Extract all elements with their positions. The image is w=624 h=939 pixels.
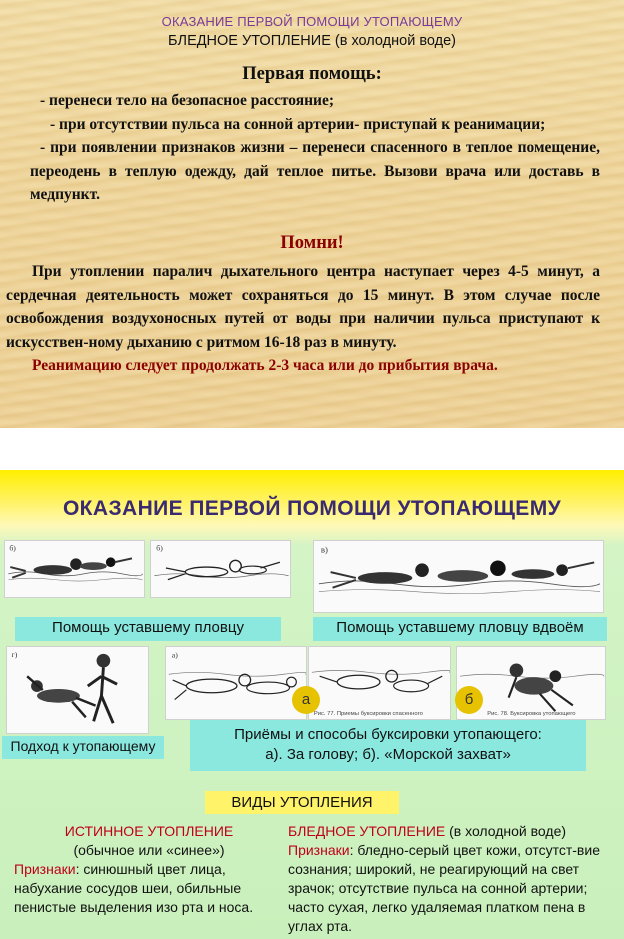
pale-drowning-title-suffix: (в холодной воде) [445,823,567,839]
true-drowning-signs [14,860,284,917]
signs-label: Признаки [288,842,350,858]
step-1: - перенеси тело на безопасное расстояние; [40,92,334,109]
figure-marker: в) [320,544,328,555]
figure-marker: а) [171,650,178,660]
caption-towing-line2: а). За голову; б). «Морской захват» [265,746,511,763]
pale-drowning-title: БЛЕДНОЕ УТОПЛЕНИЕ [288,823,446,839]
true-drowning-subtitle: (обычное или «синее») [73,842,225,858]
remember-heading: Помни! [280,233,344,253]
slide-title: ОКАЗАНИЕ ПЕРВОЙ ПОМОЩИ УТОПАЮЩЕМУ [161,14,463,29]
figure-caption: Рис. 77. Приемы буксировки спасенного [313,711,423,718]
rescue-methods-slide [0,470,624,939]
tired-swimmer-image-2 [150,540,291,598]
figure-caption: Рис. 78. Буксировка утопающего [487,711,576,718]
badge-a: а [292,686,320,714]
first-aid-heading: Первая помощь: [242,64,382,84]
pale-drowning-signs [288,841,610,936]
true-drowning-column [14,822,284,917]
remember-text: При утоплении паралич дыхательного центра наступает через 4-5 минут, а сердечная деятельность может сохраняться до 15 минут. В этом случае после освобождения воздухоносных путей от воды при наличии пульса приступают к искусствен-ному дыханию с ритмом 16-18 раз в минуту. [6,263,600,351]
drowning-types-heading: ВИДЫ УТОПЛЕНИЯ [205,791,399,814]
signs-text: : бледно-серый цвет кожи, отсутст-вие сознания; широкий, не реагирующий на свет зрачок; отсутствие пульса на сонной артерии; часто сухая, легко удаляемая платком пена в углах рта. [288,842,600,934]
slide-subtitle: БЛЕДНОЕ УТОПЛЕНИЕ (в холодной воде) [168,33,456,49]
figure-marker: б) [9,543,16,553]
badge-b: б [455,686,483,714]
caption-approach: Подход к утопающему [2,736,164,759]
remember-block [6,260,600,378]
true-drowning-title: ИСТИННОЕ УТОПЛЕНИЕ [64,823,234,839]
towing-image-2 [308,646,451,720]
caption-towing-line1: Приёмы и способы буксировки утопающего: [234,726,542,743]
caption-tired-swimmer-two: Помощь уставшему пловцу вдвоём [313,617,607,641]
remember-note: Реанимацию следует продолжать 2-3 часа или до прибытия врача. [32,357,498,374]
caption-towing [190,720,586,771]
first-aid-slide [0,0,624,428]
pale-drowning-title-line [288,822,610,841]
signs-text: : синюшный цвет лица, набухание сосудов шеи, обильные пенистые выделения изо рта и носа. [14,861,254,915]
figure-marker: г) [11,649,18,659]
figure-marker: б) [156,543,163,553]
pale-drowning-column [288,822,610,936]
caption-tired-swimmer: Помощь уставшему пловцу [15,617,281,641]
signs-label: Признаки [14,861,76,877]
tired-swimmer-pair-image [313,540,604,613]
step-3: - при появлении признаков жизни – перенеси спасенного в теплое помещение, переодень в теплую одежду, дай теплое питье. Вызови врача или доставь в медпункт. [30,139,600,203]
tired-swimmer-image-1 [4,540,145,598]
step-2: - при отсутствии пульса на сонной артерии- приступай к реанимации; [50,115,546,133]
first-aid-steps [30,89,600,207]
slide-title: ОКАЗАНИЕ ПЕРВОЙ ПОМОЩИ УТОПАЮЩЕМУ [62,497,562,520]
approach-drowning-image [6,646,149,734]
towing-by-head-image [165,646,307,720]
